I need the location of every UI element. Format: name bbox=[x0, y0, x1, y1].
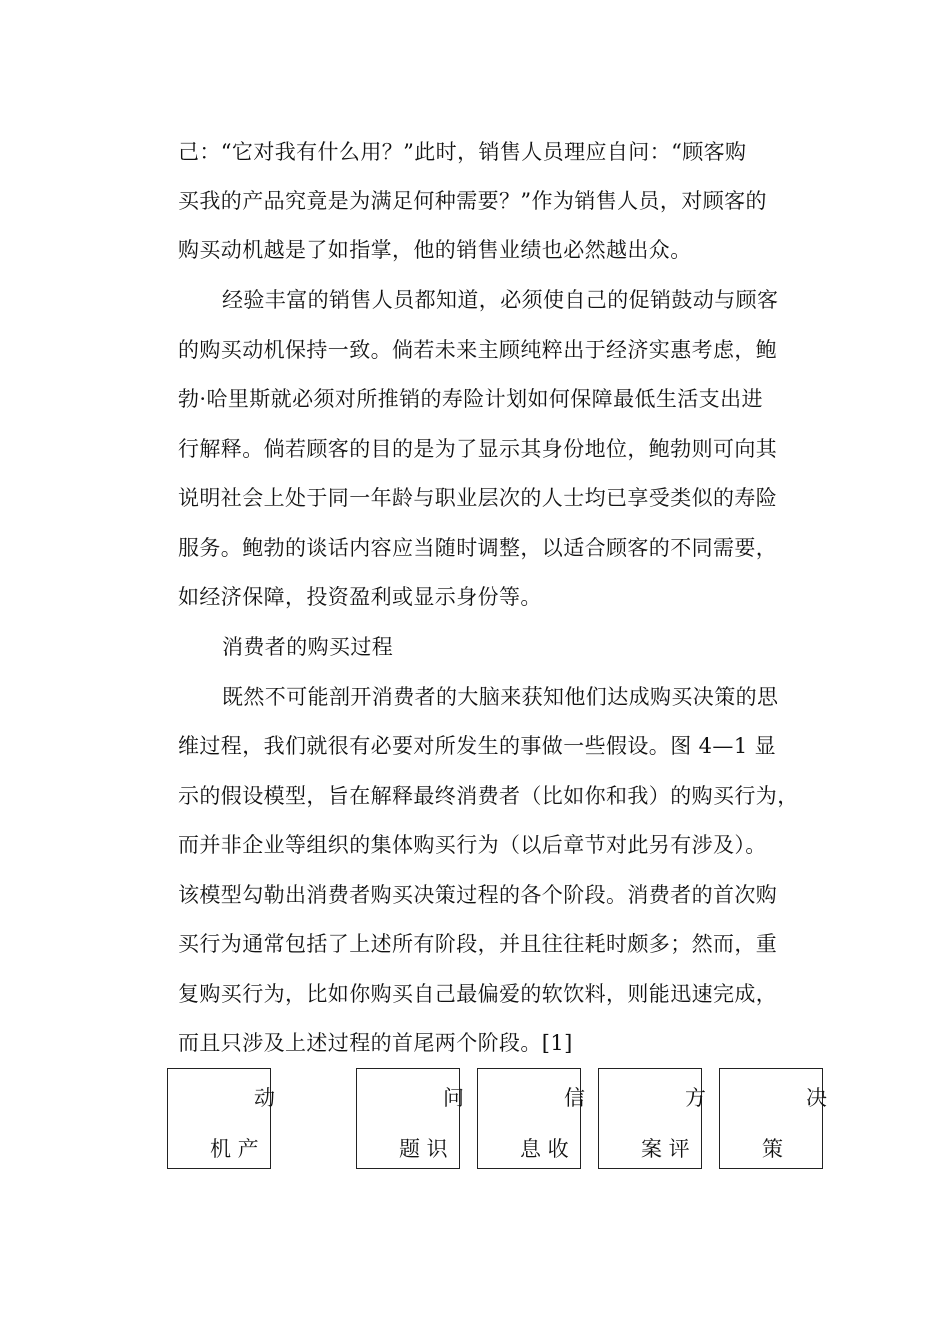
diagram-box-decision bbox=[719, 1068, 827, 1169]
text-line: 既然不可能剖开消费者的大脑来获知他们达成购买决策的思 bbox=[222, 685, 779, 709]
text-line: 购买动机越是了如指掌，他的销售业绩也必然越出众。 bbox=[178, 238, 692, 262]
text-line: 买行为通常包括了上述所有阶段，并且往往耗时颇多；然而，重 bbox=[178, 932, 778, 956]
text-line: 如经济保障，投资盈利或显示身份等。 bbox=[178, 585, 542, 609]
text-line: 说明社会上处于同一年龄与职业层次的人士均已享受类似的寿险 bbox=[178, 486, 778, 510]
diagram-box-problem bbox=[356, 1068, 464, 1169]
text-line: 行解释。倘若顾客的目的是为了显示其身份地位，鲍勃则可向其 bbox=[178, 437, 778, 461]
box-text-bottom: 机 产 bbox=[210, 1137, 259, 1161]
text-line: 维过程，我们就很有必要对所发生的事做一些假设。图 4—1 显 bbox=[178, 734, 777, 758]
text-line: 的购买动机保持一致。倘若未来主顾纯粹出于经济实惠考虑，鲍 bbox=[178, 338, 778, 362]
text-line: 经验丰富的销售人员都知道，必须使自己的促销鼓动与顾客 bbox=[222, 288, 779, 312]
text-line: 而并非企业等组织的集体购买行为（以后章节对此另有涉及）。 bbox=[178, 833, 767, 857]
diagram-box-information bbox=[477, 1068, 585, 1169]
text-line: 己：“它对我有什么用？”此时，销售人员理应自问：“顾客购 bbox=[178, 140, 747, 164]
text-line: 服务。鲍勃的谈话内容应当随时调整，以适合顾客的不同需要， bbox=[178, 536, 778, 560]
text-line: 该模型勾勒出消费者购买决策过程的各个阶段。消费者的首次购 bbox=[178, 883, 778, 907]
box-text-top: 方 bbox=[685, 1086, 706, 1110]
box-text-top: 问 bbox=[443, 1086, 464, 1110]
text-line: 复购买行为，比如你购买自己最偏爱的软饮料，则能迅速完成， bbox=[178, 982, 778, 1006]
box-text-bottom: 案 评 bbox=[641, 1137, 690, 1161]
text-line: 买我的产品究竟是为满足何种需要？”作为销售人员，对顾客的 bbox=[178, 189, 767, 213]
box-text-bottom: 策 bbox=[762, 1137, 783, 1161]
text-line: 示的假设模型，旨在解释最终消费者（比如你和我）的购买行为， bbox=[178, 784, 799, 808]
section-heading: 消费者的购买过程 bbox=[222, 635, 394, 659]
box-text-top: 动 bbox=[254, 1086, 275, 1110]
diagram-box-evaluation bbox=[598, 1068, 706, 1169]
box-text-top: 决 bbox=[806, 1086, 827, 1110]
box-text-bottom: 题 识 bbox=[399, 1137, 448, 1161]
diagram-box-motive bbox=[167, 1068, 275, 1169]
box-text-top: 信 bbox=[564, 1086, 585, 1110]
text-line: 而且只涉及上述过程的首尾两个阶段。[1] bbox=[178, 1031, 573, 1055]
box-text-bottom: 息 收 bbox=[520, 1137, 569, 1161]
text-line: 勃·哈里斯就必须对所推销的寿险计划如何保障最低生活支出进 bbox=[178, 387, 763, 411]
